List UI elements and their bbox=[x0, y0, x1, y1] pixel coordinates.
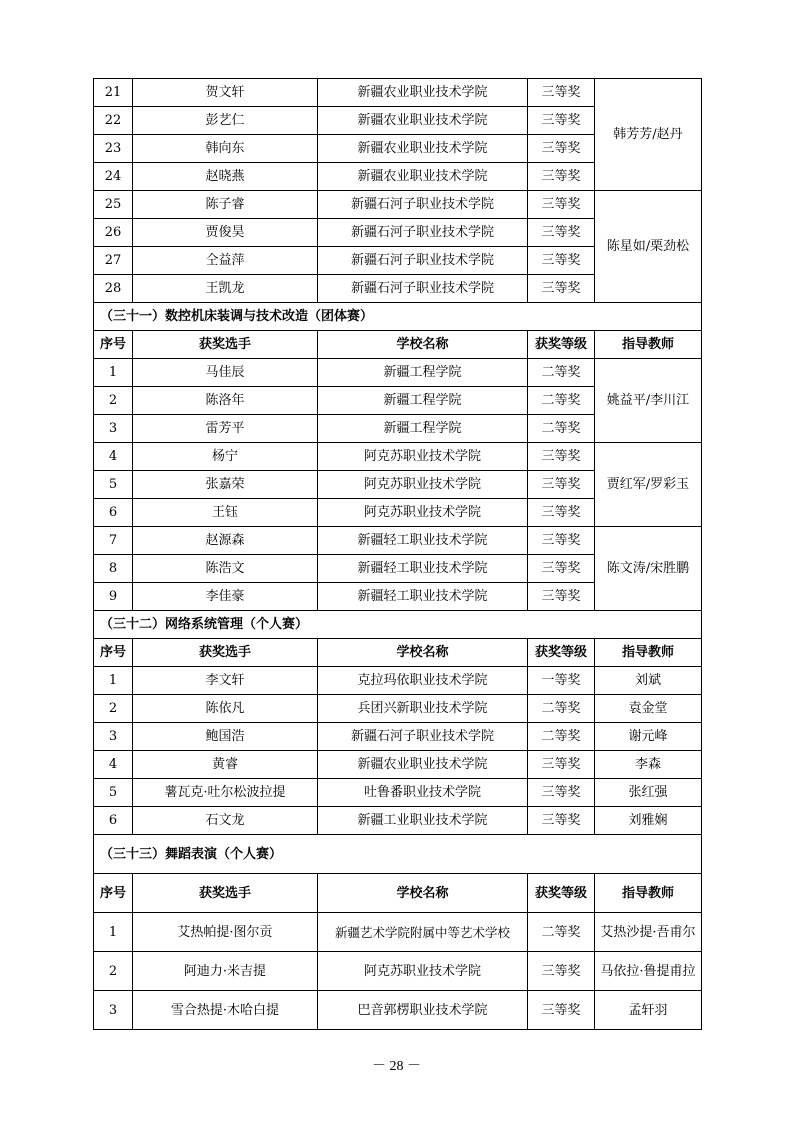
cell-no: 9 bbox=[94, 583, 133, 611]
cell-winner: 张嘉荣 bbox=[133, 471, 318, 499]
table-row bbox=[94, 695, 702, 723]
cell-level: 三等奖 bbox=[528, 807, 595, 835]
cell-no: 28 bbox=[94, 275, 133, 303]
cell-no: 2 bbox=[94, 387, 133, 415]
cell-no: 2 bbox=[94, 695, 133, 723]
section-title-row bbox=[94, 303, 702, 331]
cell-no: 1 bbox=[94, 359, 133, 387]
header-level: 获奖等级 bbox=[528, 874, 595, 913]
header-teacher: 指导教师 bbox=[595, 639, 702, 667]
cell-level: 三等奖 bbox=[528, 751, 595, 779]
cell-no: 6 bbox=[94, 807, 133, 835]
cell-level: 一等奖 bbox=[528, 667, 595, 695]
table-row bbox=[94, 952, 702, 991]
cell-winner: 陈浩文 bbox=[133, 555, 318, 583]
cell-winner: 鲍国浩 bbox=[133, 723, 318, 751]
cell-school: 阿克苏职业技术学院 bbox=[318, 499, 528, 527]
header-winner: 获奖选手 bbox=[133, 874, 318, 913]
cell-teacher: 谢元峰 bbox=[595, 723, 702, 751]
header-school: 学校名称 bbox=[318, 874, 528, 913]
cell-school: 新疆石河子职业技术学院 bbox=[318, 247, 528, 275]
cell-no: 5 bbox=[94, 779, 133, 807]
header-no: 序号 bbox=[94, 639, 133, 667]
cell-level: 三等奖 bbox=[528, 991, 595, 1030]
cell-school: 新疆艺术学院附属中等艺术学校 bbox=[318, 913, 528, 952]
cell-no: 3 bbox=[94, 723, 133, 751]
cell-winner: 赵源森 bbox=[133, 527, 318, 555]
cell-no: 24 bbox=[94, 163, 133, 191]
cell-winner: 贾俊昊 bbox=[133, 219, 318, 247]
cell-teacher: 陈文涛/宋胜鹏 bbox=[595, 527, 702, 611]
cell-level: 二等奖 bbox=[528, 723, 595, 751]
cell-no: 5 bbox=[94, 471, 133, 499]
header-level: 获奖等级 bbox=[528, 331, 595, 359]
cell-no: 22 bbox=[94, 107, 133, 135]
cell-school: 新疆石河子职业技术学院 bbox=[318, 219, 528, 247]
cell-school: 新疆农业职业技术学院 bbox=[318, 163, 528, 191]
table-row bbox=[94, 723, 702, 751]
cell-level: 三等奖 bbox=[528, 471, 595, 499]
cell-winner: 石文龙 bbox=[133, 807, 318, 835]
cell-school: 新疆石河子职业技术学院 bbox=[318, 275, 528, 303]
cell-level: 三等奖 bbox=[528, 555, 595, 583]
section-title-row bbox=[94, 835, 702, 874]
cell-winner: 陈洛年 bbox=[133, 387, 318, 415]
awards-table bbox=[93, 78, 702, 1030]
cell-no: 1 bbox=[94, 913, 133, 952]
cell-level: 三等奖 bbox=[528, 163, 595, 191]
cell-no: 4 bbox=[94, 751, 133, 779]
cell-no: 23 bbox=[94, 135, 133, 163]
cell-level: 三等奖 bbox=[528, 952, 595, 991]
cell-teacher: 袁金堂 bbox=[595, 695, 702, 723]
table-row bbox=[94, 751, 702, 779]
header-winner: 获奖选手 bbox=[133, 331, 318, 359]
table-row bbox=[94, 359, 702, 387]
header-row bbox=[94, 874, 702, 913]
cell-teacher: 刘雅娴 bbox=[595, 807, 702, 835]
cell-teacher: 贾红军/罗彩玉 bbox=[595, 443, 702, 527]
cell-no: 6 bbox=[94, 499, 133, 527]
cell-school: 吐鲁番职业技术学院 bbox=[318, 779, 528, 807]
cell-level: 二等奖 bbox=[528, 913, 595, 952]
section-title-row bbox=[94, 611, 702, 639]
cell-level: 三等奖 bbox=[528, 135, 595, 163]
cell-school: 新疆轻工职业技术学院 bbox=[318, 555, 528, 583]
cell-no: 3 bbox=[94, 991, 133, 1030]
table-row bbox=[94, 79, 702, 107]
cell-level: 三等奖 bbox=[528, 275, 595, 303]
header-row bbox=[94, 639, 702, 667]
cell-winner: 艾热帕提·图尔贡 bbox=[133, 913, 318, 952]
cell-school: 新疆轻工职业技术学院 bbox=[318, 583, 528, 611]
cell-level: 二等奖 bbox=[528, 387, 595, 415]
cell-winner: 仝益萍 bbox=[133, 247, 318, 275]
table-row bbox=[94, 527, 702, 555]
cell-teacher: 孟轩羽 bbox=[595, 991, 702, 1030]
page-number: － 28 － bbox=[372, 1059, 421, 1074]
cell-teacher: 韩芳芳/赵丹 bbox=[595, 79, 702, 191]
cell-school: 克拉玛依职业技术学院 bbox=[318, 667, 528, 695]
cell-school: 新疆农业职业技术学院 bbox=[318, 135, 528, 163]
cell-no: 4 bbox=[94, 443, 133, 471]
table-row bbox=[94, 667, 702, 695]
cell-no: 1 bbox=[94, 667, 133, 695]
cell-no: 2 bbox=[94, 952, 133, 991]
cell-school: 新疆工程学院 bbox=[318, 359, 528, 387]
cell-level: 三等奖 bbox=[528, 247, 595, 275]
cell-school: 新疆石河子职业技术学院 bbox=[318, 191, 528, 219]
cell-winner: 马佳辰 bbox=[133, 359, 318, 387]
header-teacher: 指导教师 bbox=[595, 874, 702, 913]
cell-school: 新疆石河子职业技术学院 bbox=[318, 723, 528, 751]
cell-winner: 李佳豪 bbox=[133, 583, 318, 611]
cell-level: 三等奖 bbox=[528, 219, 595, 247]
cell-school: 新疆轻工职业技术学院 bbox=[318, 527, 528, 555]
cell-teacher: 艾热沙提·吾甫尔 bbox=[595, 913, 702, 952]
table-row bbox=[94, 779, 702, 807]
cell-winner: 赵晓燕 bbox=[133, 163, 318, 191]
cell-winner: 彭艺仁 bbox=[133, 107, 318, 135]
cell-winner: 雪合热提·木哈白提 bbox=[133, 991, 318, 1030]
cell-school: 阿克苏职业技术学院 bbox=[318, 952, 528, 991]
cell-no: 26 bbox=[94, 219, 133, 247]
cell-level: 三等奖 bbox=[528, 499, 595, 527]
cell-teacher: 张红强 bbox=[595, 779, 702, 807]
cell-no: 7 bbox=[94, 527, 133, 555]
cell-school: 新疆农业职业技术学院 bbox=[318, 79, 528, 107]
table-row bbox=[94, 913, 702, 952]
cell-level: 三等奖 bbox=[528, 191, 595, 219]
cell-teacher: 李森 bbox=[595, 751, 702, 779]
cell-winner: 贺文轩 bbox=[133, 79, 318, 107]
header-no: 序号 bbox=[94, 331, 133, 359]
cell-no: 27 bbox=[94, 247, 133, 275]
cell-school: 巴音郭楞职业技术学院 bbox=[318, 991, 528, 1030]
cell-school: 新疆农业职业技术学院 bbox=[318, 107, 528, 135]
table-row bbox=[94, 191, 702, 219]
cell-level: 二等奖 bbox=[528, 415, 595, 443]
section-title: （三十二）网络系统管理（个人赛） bbox=[94, 611, 702, 639]
cell-level: 三等奖 bbox=[528, 107, 595, 135]
cell-winner: 雷芳平 bbox=[133, 415, 318, 443]
section-title: （三十一）数控机床装调与技术改造（团体赛） bbox=[94, 303, 702, 331]
cell-teacher: 刘斌 bbox=[595, 667, 702, 695]
cell-school: 新疆工程学院 bbox=[318, 387, 528, 415]
cell-winner: 陈子睿 bbox=[133, 191, 318, 219]
header-row bbox=[94, 331, 702, 359]
section-title: （三十三）舞蹈表演（个人赛） bbox=[94, 835, 702, 874]
cell-no: 8 bbox=[94, 555, 133, 583]
cell-school: 兵团兴新职业技术学院 bbox=[318, 695, 528, 723]
cell-winner: 阿迪力·米吉提 bbox=[133, 952, 318, 991]
cell-no: 3 bbox=[94, 415, 133, 443]
header-winner: 获奖选手 bbox=[133, 639, 318, 667]
table-row bbox=[94, 991, 702, 1030]
header-no: 序号 bbox=[94, 874, 133, 913]
cell-level: 二等奖 bbox=[528, 695, 595, 723]
cell-level: 三等奖 bbox=[528, 779, 595, 807]
header-teacher: 指导教师 bbox=[595, 331, 702, 359]
cell-school: 新疆农业职业技术学院 bbox=[318, 751, 528, 779]
cell-no: 25 bbox=[94, 191, 133, 219]
cell-teacher: 陈星如/栗劲松 bbox=[595, 191, 702, 303]
table-body bbox=[94, 79, 702, 1030]
cell-school: 阿克苏职业技术学院 bbox=[318, 443, 528, 471]
cell-teacher: 马依拉·鲁提甫拉 bbox=[595, 952, 702, 991]
cell-level: 三等奖 bbox=[528, 79, 595, 107]
table-row bbox=[94, 807, 702, 835]
cell-school: 阿克苏职业技术学院 bbox=[318, 471, 528, 499]
cell-winner: 陈依凡 bbox=[133, 695, 318, 723]
cell-winner: 李文轩 bbox=[133, 667, 318, 695]
header-school: 学校名称 bbox=[318, 639, 528, 667]
cell-school: 新疆工程学院 bbox=[318, 415, 528, 443]
cell-winner: 杨宁 bbox=[133, 443, 318, 471]
cell-teacher: 姚益平/李川江 bbox=[595, 359, 702, 443]
header-level: 获奖等级 bbox=[528, 639, 595, 667]
cell-winner: 王钰 bbox=[133, 499, 318, 527]
table-row bbox=[94, 443, 702, 471]
cell-winner: 王凯龙 bbox=[133, 275, 318, 303]
header-school: 学校名称 bbox=[318, 331, 528, 359]
cell-level: 二等奖 bbox=[528, 359, 595, 387]
cell-winner: 韩向东 bbox=[133, 135, 318, 163]
cell-level: 三等奖 bbox=[528, 527, 595, 555]
cell-level: 三等奖 bbox=[528, 583, 595, 611]
cell-level: 三等奖 bbox=[528, 443, 595, 471]
cell-winner: 黄睿 bbox=[133, 751, 318, 779]
cell-school: 新疆工业职业技术学院 bbox=[318, 807, 528, 835]
cell-no: 21 bbox=[94, 79, 133, 107]
cell-winner: 薯瓦克·吐尔松波拉提 bbox=[133, 779, 318, 807]
